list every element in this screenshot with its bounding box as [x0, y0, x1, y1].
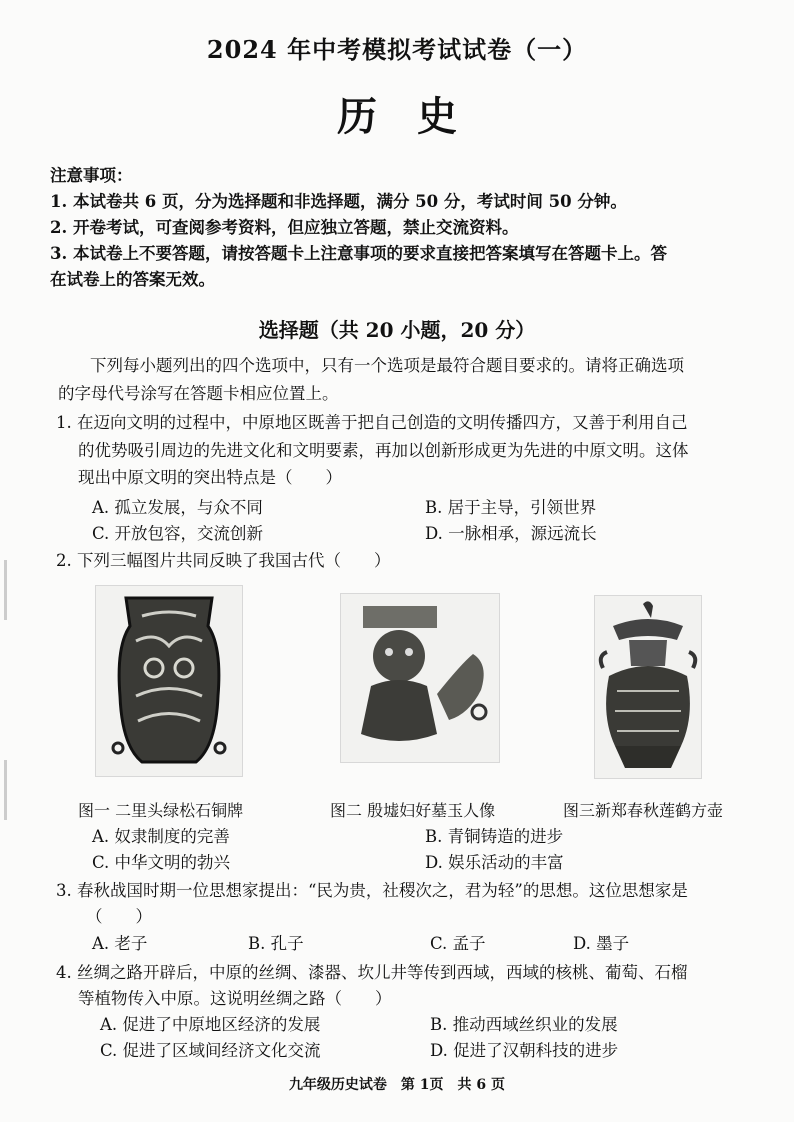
q2-stem: 2. 下列三幅图片共同反映了我国古代（ ） [56, 551, 391, 570]
q1-option-a: A. 孤立发展，与众不同 [92, 498, 263, 517]
binding-mark [4, 760, 7, 820]
section-title: 选择题（共 20 小题，20 分） [258, 318, 536, 342]
figure-1-image [95, 585, 243, 777]
q3-stem-cont: （ ） [86, 907, 152, 926]
q3-option-b: B. 孔子 [248, 934, 304, 953]
q2-option-b: B. 青铜铸造的进步 [425, 827, 564, 846]
q1-option-c: C. 开放包容，交流创新 [92, 524, 264, 543]
q1-option-b: B. 居于主导，引领世界 [425, 498, 597, 517]
q1-stem-cont: 现出中原文明的突出特点是（ ） [78, 468, 342, 487]
section-instructions: 下列每小题列出的四个选项中，只有一个选项是最符合题目要求的。请将正确选项 [90, 356, 684, 375]
figure-2-image [340, 593, 500, 763]
q3-option-a: A. 老子 [92, 934, 148, 953]
q3-option-c: C. 孟子 [430, 934, 486, 953]
figure-3-caption: 图三新郑春秋莲鹤方壶 [563, 801, 724, 820]
q1-stem: 1. 在迈向文明的过程中，中原地区既善于把自己创造的文明传播四方，又善于利用自己 [56, 413, 688, 432]
q4-option-b: B. 推动西域丝织业的发展 [430, 1015, 618, 1034]
q3-option-d: D. 墨子 [573, 934, 630, 953]
q2-option-c: C. 中华文明的勃兴 [92, 853, 231, 872]
notes-item-1: 1. 本试卷共 6 页，分为选择题和非选择题，满分 50 分，考试时间 50 分钟。 [50, 192, 627, 211]
binding-mark [4, 560, 7, 620]
notes-heading: 注意事项： [50, 166, 133, 185]
q4-option-c: C. 促进了区域间经济文化交流 [100, 1041, 321, 1060]
q4-stem-cont: 等植物传入中原。这说明丝绸之路（ ） [78, 989, 392, 1008]
q4-stem: 4. 丝绸之路开辟后，中原的丝绸、漆器、坎儿井等传到西域，西域的核桃、葡萄、石榴 [56, 963, 688, 982]
q1-stem-cont: 的优势吸引周边的先进文化和文明要素，再加以创新形成更为先进的中原文明。这体 [78, 441, 689, 460]
q2-option-d: D. 娱乐活动的丰富 [425, 853, 564, 872]
q4-option-a: A. 促进了中原地区经济的发展 [100, 1015, 321, 1034]
section-instructions-cont: 的字母代号涂写在答题卡相应位置上。 [58, 384, 339, 403]
page-footer: 九年级历史试卷 第 1页 共 6 页 [288, 1077, 506, 1093]
notes-item-3-cont: 在试卷上的答案无效。 [50, 270, 215, 289]
exam-title: 2024 年中考模拟考试试卷（一） [206, 35, 588, 64]
figure-2-caption: 图二 殷墟妇好墓玉人像 [330, 801, 496, 820]
q1-option-d: D. 一脉相承，源远流长 [425, 524, 597, 543]
notes-item-2: 2. 开卷考试，可查阅参考资料，但应独立答题，禁止交流资料。 [50, 218, 519, 237]
notes-item-3: 3. 本试卷上不要答题，请按答题卡上注意事项的要求直接把答案填写在答题卡上。答 [50, 244, 667, 263]
q2-option-a: A. 奴隶制度的完善 [92, 827, 230, 846]
subject-title: 历史 [337, 93, 497, 140]
q4-option-d: D. 促进了汉朝科技的进步 [430, 1041, 619, 1060]
figure-1-caption: 图一 二里头绿松石铜牌 [78, 801, 244, 820]
figure-3-image [594, 595, 702, 779]
q3-stem: 3. 春秋战国时期一位思想家提出：“民为贵，社稷次之，君为轻”的思想。这位思想家是 [56, 881, 688, 900]
